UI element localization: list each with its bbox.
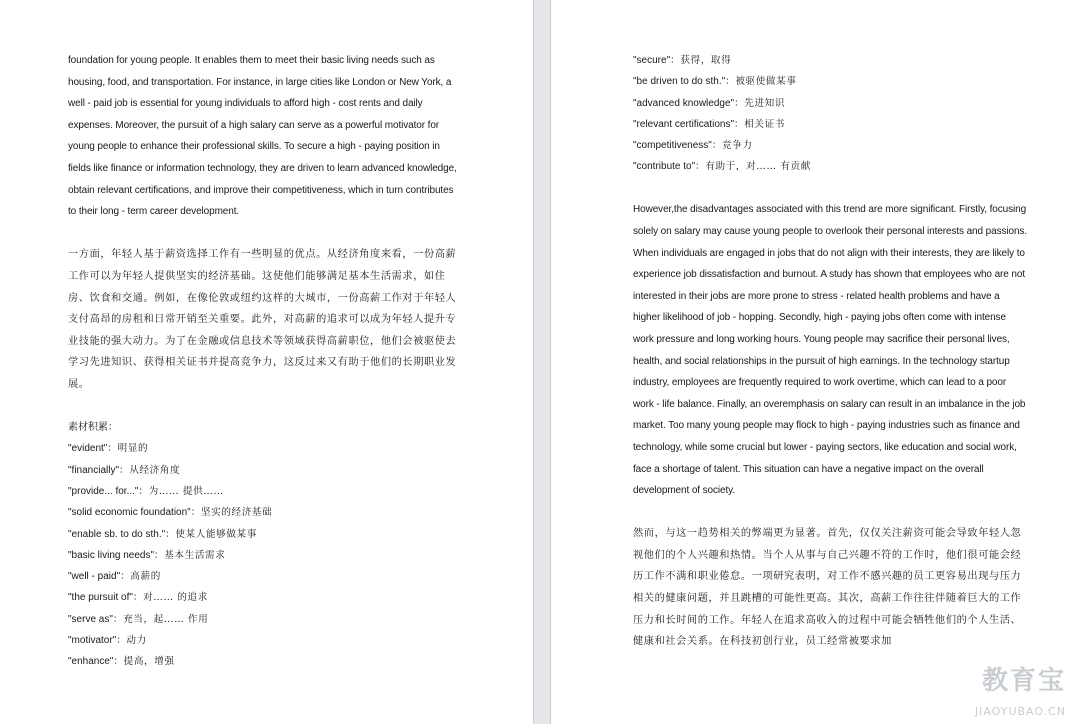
chinese-paragraph: 然而，与这一趋势相关的弊端更为显著。首先，仅仅关注薪资可能会导致年轻人忽视他们的个人兴趣和热情。当个人从事与自己兴趣不符的工作时，他们很可能会经历工作不满和职业倦怠。一项研究表明，对工作不感兴趣的员工更容易出现与压力相关的健康问题，并且跳槽的可能性更高。其次，高薪工作往往伴随着巨大的工作压力和长时间的工作。年轻人在追求高收入的过程中可能会牺牲他们的个人生活、健康和社会关系。在科技初创行业，员工经常被要求加 <box>633 528 1022 648</box>
vocab-item: "motivator"：动力 <box>68 635 147 647</box>
watermark-logo: 教育宝 <box>981 666 1066 696</box>
page-gutter <box>533 0 551 724</box>
vocab-list-right <box>633 50 1028 178</box>
vocab-item: "well - paid"：高薪的 <box>68 571 161 583</box>
vocab-item: "basic living needs"：基本生活需求 <box>68 549 226 561</box>
vocab-item: "evident"：明显的 <box>68 443 149 455</box>
vocab-item: "contribute to"：有助于，对…… 有贡献 <box>633 161 811 173</box>
vocab-item: "enhance"：提高，增强 <box>68 656 175 668</box>
vocab-item: "enable sb. to do sth."：使某人能够做某事 <box>68 528 257 540</box>
vocab-item: "relevant certifications"：相关证书 <box>633 118 785 130</box>
document-page-left <box>0 0 533 724</box>
vocab-list-left <box>68 438 463 672</box>
vocab-item: "advanced knowledge"：先进知识 <box>633 97 786 109</box>
english-paragraph: foundation for young people. It enables them to meet their basic living needs such as housing, food, and transportation. For instance, in large cities like London or New York, a well - paid job is essential for young individuals to afford high - cost rents and daily expenses. Moreover, the pursuit of a high salary can serve as a powerful motivator for young people to enhance their professional skills. To secure a high - paying position in fields like finance or information technology, they are driven to learn advanced knowledge, obtain relevant certifications, and improve their competitiveness, which in turn contributes to their long - term career development. <box>68 55 457 218</box>
chinese-paragraph: 一方面，年轻人基于薪资选择工作有一些明显的优点。从经济角度来看，一份高薪工作可以为年轻人提供坚实的经济基础。这使他们能够满足基本生活需求，如住房、饮食和交通。例如，在像伦敦或纽约这样的大城市，一份高薪工作对于年轻人支付高昂的房租和日常开销至关重要。此外，对高薪的追求可以成为年轻人提升专业技能的强大动力。为了在金融或信息技术等领域获得高薪职位，他们会被驱使去学习先进知识、获得相关证书并提高竞争力，这反过来又有助于他们的长期职业发展。 <box>68 249 457 390</box>
english-paragraph: However,the disadvantages associated with this trend are more significant. Firstly, focusing solely on salary may cause young people to overlook their personal interests and passions. When individuals are engaged in jobs that do not align with their interests, they are likely to experience job dissatisfaction and burnout. A study has shown that employees who are not interested in their jobs are more prone to stress - related health problems and have a higher likelihood of job - hopping. Secondly, high - paying jobs often come with intense work pressure and long working hours. Young people may sacrifice their personal lives, health, and social relationships in the pursuit of high earnings. In the technology startup industry, employees are frequently required to work overtime, which can lead to a poor work - life balance. Finally, an overemphasis on salary can result in an imbalance in the job market. Too many young people may flock to high - paying industries such as finance and technology, while some crucial but lower - paying sectors, like education and social work, face a shortage of talent. This situation can have a negative impact on the overall development of society. <box>633 204 1028 497</box>
document-page-right <box>551 0 1080 724</box>
vocab-item: "financially"：从经济角度 <box>68 464 181 476</box>
vocab-item: "serve as"：充当，起…… 作用 <box>68 613 209 625</box>
watermark <box>936 660 1066 718</box>
vocab-item: "competitiveness"：竞争力 <box>633 140 753 152</box>
vocab-heading: 素材积累： <box>68 422 118 434</box>
vocab-item: "the pursuit of"：对…… 的追求 <box>68 592 208 604</box>
left-page-content <box>68 50 463 673</box>
watermark-url: JIAOYUBAO.CN <box>974 705 1066 718</box>
right-page-content <box>633 50 1028 653</box>
vocab-item: "secure"：获得，取得 <box>633 55 732 66</box>
vocab-item: "solid economic foundation"：坚实的经济基础 <box>68 507 273 519</box>
vocab-item: "be driven to do sth."：被驱使做某事 <box>633 76 797 88</box>
vocab-item: "provide... for..."：为…… 提供…… <box>68 485 224 497</box>
